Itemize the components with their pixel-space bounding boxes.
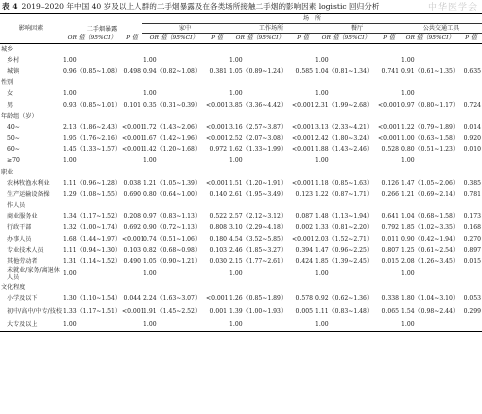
factor-label: 商业服务业 — [7, 213, 38, 221]
p-value — [292, 155, 314, 166]
table-row — [0, 256, 482, 267]
p-value: 0.972 — [209, 146, 227, 154]
or-value: 1.00 — [315, 57, 329, 64]
p-value — [460, 88, 482, 99]
factor-label: 40~ — [7, 123, 20, 131]
p-value: 0.173 — [463, 213, 482, 221]
p-value: <0.001 — [292, 179, 315, 187]
p-value: 0.002 — [295, 224, 313, 232]
p-value: 0.015 — [463, 258, 482, 266]
section-label: 职业 — [1, 168, 14, 176]
factor-label: ≥70 — [7, 157, 20, 165]
table-row — [0, 319, 482, 331]
table-row — [0, 211, 482, 222]
factor-label: 初中/高中/中专/技校 — [7, 307, 62, 315]
p-value: 0.011 — [381, 235, 399, 243]
or-value: 0.82（0.68~0.98） — [143, 246, 201, 254]
or-value: 1.21（1.05~1.39） — [143, 179, 201, 187]
or-value: 0.97（0.80~1.17） — [401, 101, 459, 109]
p-value: 0.490 — [123, 258, 141, 266]
p-value: 0.808 — [209, 224, 227, 232]
or-value: 1.29（1.08~1.55） — [63, 190, 121, 198]
table-caption: 2019–2020 年中国 40 岁及以上人群的二手烟暴露及在各类场所接触二手烟的影响因素 logistic 回归分析 — [21, 2, 380, 11]
p-header: P 值 — [460, 34, 482, 44]
group-header-restaurant: 餐厅 — [314, 24, 400, 34]
p-value: <0.001 — [378, 123, 401, 131]
p-value: 0.038 — [123, 179, 141, 187]
or-value: 1.00 — [315, 270, 329, 278]
or-value: 1.00 — [143, 270, 157, 278]
header-row-3 — [0, 34, 482, 44]
venue-group-header: 场 所 — [142, 14, 482, 24]
factor-label: 生产运输设备操 — [7, 190, 50, 198]
or-value: 1.85（1.39~2.45） — [315, 258, 373, 266]
p-value — [378, 55, 400, 66]
p-value: <0.001 — [122, 135, 145, 143]
p-value: 0.641 — [381, 213, 399, 221]
or-value: 0.80（0.64~1.00） — [143, 190, 201, 198]
or-value: 1.32（1.00~1.74） — [63, 224, 121, 232]
or-header: OR 值（95%CI） — [62, 34, 122, 44]
or-value: 1.39（1.00~1.93） — [229, 307, 287, 315]
p-value: 0.180 — [209, 235, 227, 243]
table-row — [0, 234, 482, 245]
or-value: 1.33（0.81~2.20） — [315, 224, 373, 232]
or-value: 1.33（1.17~1.51） — [63, 307, 121, 315]
or-value: 2.08（1.26~3.45） — [401, 258, 459, 266]
or-value: 3.13（2.33~4.21） — [315, 123, 373, 131]
p-value: 0.005 — [295, 307, 313, 315]
or-value: 0.94（0.82~1.08） — [143, 68, 201, 76]
p-value — [206, 319, 228, 331]
p-value: <0.001 — [122, 307, 145, 315]
p-value: 0.690 — [123, 190, 141, 198]
or-value: 4.54（3.52~5.85） — [229, 235, 287, 243]
or-value — [400, 200, 460, 211]
regression-table — [0, 13, 482, 332]
factor-label: 行政干部 — [7, 224, 32, 232]
or-value: 1.00 — [63, 57, 77, 64]
p-value: 0.087 — [295, 213, 313, 221]
p-value: 0.126 — [381, 179, 399, 187]
p-value — [122, 55, 142, 66]
p-value: 0.692 — [123, 224, 141, 232]
p-value: 0.010 — [463, 146, 482, 154]
p-value: 0.103 — [123, 246, 141, 254]
or-value: 1.00 — [229, 270, 243, 278]
factor-label: 乡村 — [7, 57, 20, 64]
or-header: OR 值（95%CI） — [228, 34, 292, 44]
factor-label: 小学及以下 — [7, 295, 38, 303]
or-value: 1.00 — [143, 90, 157, 98]
or-value: 1.00 — [63, 270, 77, 278]
section-row — [0, 282, 482, 293]
p-value: 0.498 — [123, 68, 141, 76]
section-label: 文化程度 — [1, 284, 26, 292]
or-value: 1.00 — [143, 57, 157, 64]
p-value: 0.578 — [295, 295, 313, 303]
or-value: 1.00 — [401, 90, 415, 98]
p-value: 0.208 — [123, 213, 141, 221]
table-row — [0, 267, 482, 282]
table-row — [0, 144, 482, 155]
table-row — [0, 200, 482, 211]
p-value: 0.394 — [295, 246, 313, 254]
or-value: 0.92（0.62~1.36） — [315, 295, 373, 303]
p-value: 0.338 — [381, 295, 399, 303]
or-value: 1.00 — [401, 270, 415, 278]
p-value: <0.001 — [122, 123, 145, 131]
or-value: 1.47（0.96~2.25） — [315, 246, 373, 254]
p-value — [206, 200, 228, 211]
or-value: 1.85（1.02~3.35） — [401, 224, 459, 232]
p-value — [378, 155, 400, 166]
or-header: OR 值（95%CI） — [400, 34, 460, 44]
p-value — [378, 319, 400, 331]
or-value: 1.00 — [63, 90, 77, 98]
p-value: 0.014 — [463, 123, 482, 131]
p-value: <0.001 — [122, 146, 145, 154]
or-value — [228, 200, 292, 211]
p-value: 0.741 — [381, 68, 399, 76]
or-value: 1.00 — [400, 319, 460, 331]
p-value: 0.065 — [381, 307, 399, 315]
or-value: 0.97（0.83~1.13） — [143, 213, 201, 221]
factor-label: 50~ — [7, 135, 20, 143]
table-row — [0, 189, 482, 200]
p-value — [378, 267, 400, 282]
p-value: 0.781 — [463, 190, 482, 198]
table-row — [0, 222, 482, 233]
or-value: 1.00 — [315, 157, 329, 165]
factor-header: 影响因素 — [0, 14, 62, 44]
p-value: <0.001 — [292, 146, 315, 154]
or-value: 0.93（0.85~1.01） — [63, 101, 121, 109]
p-value: <0.001 — [292, 235, 315, 243]
p-value: 0.053 — [463, 295, 482, 303]
p-value: 0.270 — [463, 235, 482, 243]
p-value: 0.103 — [209, 246, 227, 254]
p-header: P 值 — [206, 34, 228, 44]
or-value: 1.68（1.44~1.97） — [63, 235, 121, 243]
p-value — [460, 319, 482, 331]
p-value — [122, 88, 142, 99]
p-value: 0.385 — [463, 179, 482, 187]
or-value: 0.91（0.61~1.35） — [401, 68, 459, 76]
p-value — [206, 55, 228, 66]
p-value — [292, 88, 314, 99]
or-value: 1.91（1.45~2.52） — [143, 307, 201, 315]
factor-label: 未就业/家务/离退休人员 — [7, 266, 60, 281]
p-value: 0.424 — [295, 258, 313, 266]
factor-label: 城镇 — [7, 68, 20, 76]
or-value: 1.00 — [143, 157, 157, 165]
or-value: 1.00 — [401, 57, 415, 64]
p-value — [460, 155, 482, 166]
or-value: 1.95（1.76~2.16） — [63, 135, 121, 143]
or-value: 1.22（0.79~1.89） — [401, 123, 459, 131]
or-value: 1.18（0.85~1.63） — [315, 179, 373, 187]
p-value: 0.168 — [463, 224, 482, 232]
section-row — [0, 111, 482, 122]
p-value: 0.001 — [209, 307, 227, 315]
publisher-watermark: 中华医学会 — [427, 3, 478, 13]
or-value: 1.80（1.04~3.10） — [401, 295, 459, 303]
table-row — [0, 133, 482, 144]
factor-label: 作人员 — [7, 202, 26, 210]
or-value: 2.57（2.12~3.12） — [229, 213, 287, 221]
or-value: 0.35（0.31~0.39） — [143, 101, 201, 109]
or-value: 1.11（0.96~1.28） — [63, 179, 121, 187]
section-row — [0, 167, 482, 178]
table-row — [0, 178, 482, 189]
p-value: 0.897 — [463, 246, 482, 254]
or-value: 1.11（0.94~1.30） — [63, 246, 121, 254]
or-value: 1.00 — [229, 57, 243, 64]
group-header-home: 家中 — [142, 24, 228, 34]
or-value — [142, 200, 206, 211]
or-value — [314, 200, 378, 211]
p-value: 0.299 — [463, 307, 482, 315]
p-value: <0.001 — [206, 179, 229, 187]
or-value: 1.00 — [315, 90, 329, 98]
or-value: 2.61（1.95~3.49） — [229, 190, 287, 198]
factor-label: 其他劳动者 — [7, 258, 38, 266]
p-value — [460, 200, 482, 211]
table-row — [0, 66, 482, 77]
or-value: 1.05（0.90~1.21） — [143, 258, 201, 266]
or-value: 1.45（1.33~1.57） — [63, 146, 121, 154]
group-header-transport: 公共交通工具 — [400, 24, 482, 34]
table-body — [0, 44, 482, 332]
or-value: 2.24（1.63~3.07） — [143, 295, 201, 303]
p-value: <0.001 — [206, 295, 229, 303]
p-header: P 值 — [378, 34, 400, 44]
or-value: 1.30（1.10~1.54） — [63, 295, 121, 303]
p-value — [122, 200, 142, 211]
or-value: 1.00 — [62, 319, 122, 331]
factor-label: 办事人员 — [7, 235, 32, 243]
p-value: 0.123 — [295, 190, 313, 198]
table-row — [0, 88, 482, 99]
or-value: 3.10（2.29~4.18） — [229, 224, 287, 232]
p-value — [292, 200, 314, 211]
or-value: 1.04（0.81~1.34） — [315, 68, 373, 76]
or-value: 0.90（0.42~1.94） — [401, 235, 459, 243]
p-value: 0.044 — [123, 295, 141, 303]
or-value: 1.22（0.87~1.71） — [315, 190, 373, 198]
factor-label: 专业技术人员 — [7, 246, 44, 254]
p-value: 0.030 — [209, 258, 227, 266]
p-value: 0.920 — [463, 135, 482, 143]
table-title — [2, 1, 442, 13]
or-header: OR 值（95%CI） — [142, 34, 206, 44]
factor-label: 农林牧渔水利业 — [7, 179, 50, 187]
or-value: 2.46（1.85~3.27） — [229, 246, 287, 254]
p-value: 0.015 — [381, 258, 399, 266]
or-value: 1.48（1.13~1.94） — [315, 213, 373, 221]
or-value: 2.31（1.99~2.68） — [315, 101, 373, 109]
or-value: 2.52（2.07~3.08） — [229, 135, 287, 143]
or-header: OR 值（95%CI） — [314, 34, 378, 44]
p-value — [122, 267, 142, 282]
p-value — [122, 155, 142, 166]
table-row — [0, 122, 482, 133]
group-header-workplace: 工作场所 — [228, 24, 314, 34]
or-value — [62, 200, 122, 211]
or-value: 1.67（1.42~1.96） — [143, 135, 201, 143]
section-label: 性别 — [1, 79, 14, 87]
section-row — [0, 77, 482, 88]
or-value: 1.00 — [229, 90, 243, 98]
header-row-1 — [0, 14, 482, 24]
or-value: 1.42（1.20~1.68） — [143, 146, 201, 154]
p-value: <0.001 — [292, 101, 315, 109]
or-value: 1.31（1.14~1.52） — [63, 258, 121, 266]
or-value: 2.42（1.80~3.24） — [315, 135, 373, 143]
or-value: 1.34（1.17~1.52） — [63, 213, 121, 221]
or-value: 1.62（1.33~1.99） — [229, 146, 287, 154]
or-value: 0.90（0.72~1.13） — [143, 224, 201, 232]
or-value: 0.74（0.51~1.06） — [143, 235, 201, 243]
or-value: 1.00 — [229, 157, 243, 165]
p-value: 0.807 — [381, 246, 399, 254]
table-row — [0, 55, 482, 66]
p-value: 0.522 — [209, 213, 227, 221]
p-value — [292, 267, 314, 282]
table-row — [0, 304, 482, 319]
p-value: <0.001 — [292, 123, 315, 131]
section-label: 城乡 — [1, 46, 14, 53]
or-value: 2.13（1.86~2.43） — [63, 123, 121, 131]
p-value: 0.140 — [209, 190, 227, 198]
p-value: <0.001 — [292, 135, 315, 143]
factor-label: 女 — [7, 90, 14, 98]
p-value: 0.101 — [123, 101, 141, 109]
p-value: 0.635 — [463, 68, 482, 76]
or-value: 1.00 — [314, 319, 378, 331]
section-row — [0, 44, 482, 56]
or-value: 2.15（1.77~2.61） — [229, 258, 287, 266]
or-value: 1.00 — [142, 319, 206, 331]
p-value: 0.585 — [295, 68, 313, 76]
or-value: 1.05（0.89~1.24） — [229, 68, 287, 76]
or-value: 1.00（0.63~1.58） — [401, 135, 459, 143]
p-value — [122, 319, 142, 331]
p-value — [460, 267, 482, 282]
p-value — [460, 55, 482, 66]
p-value — [292, 55, 314, 66]
or-value: 1.72（1.43~2.06） — [143, 123, 201, 131]
group-header-exposure: 二手烟暴露 — [62, 14, 142, 34]
factor-label: 60~ — [7, 146, 20, 154]
or-value: 2.03（1.52~2.71） — [315, 235, 373, 243]
table-row — [0, 245, 482, 256]
p-value: 0.792 — [381, 224, 399, 232]
or-value: 1.21（0.69~2.14） — [401, 190, 459, 198]
p-value — [206, 267, 228, 282]
p-value — [378, 200, 400, 211]
p-value: <0.001 — [122, 235, 145, 243]
or-value: 1.54（0.98~2.44） — [401, 307, 459, 315]
or-value: 1.26（0.85~1.89） — [229, 295, 287, 303]
or-value: 0.96（0.85~1.08） — [63, 68, 121, 76]
p-value — [378, 88, 400, 99]
table-row — [0, 155, 482, 166]
or-value: 3.85（3.36~4.42） — [229, 101, 287, 109]
or-value: 1.11（0.83~1.48） — [315, 307, 373, 315]
or-value: 1.25（0.61~2.54） — [401, 246, 459, 254]
p-value: <0.001 — [206, 135, 229, 143]
or-value: 1.51（1.20~1.91） — [229, 179, 287, 187]
section-label: 年龄组（岁） — [1, 112, 38, 120]
table-row — [0, 100, 482, 111]
factor-label: 男 — [7, 101, 14, 109]
or-value: 1.47（1.05~2.06） — [401, 179, 459, 187]
p-value — [206, 88, 228, 99]
or-value: 1.00 — [401, 157, 415, 165]
or-value: 1.88（1.43~2.46） — [315, 146, 373, 154]
or-value: 1.00 — [228, 319, 292, 331]
p-value: <0.001 — [378, 101, 401, 109]
p-value: 0.724 — [463, 101, 482, 109]
table-row — [0, 293, 482, 304]
or-value: 1.00 — [63, 157, 77, 165]
factor-label: 大专及以上 — [0, 319, 62, 331]
p-header: P 值 — [292, 34, 314, 44]
or-value: 0.80（0.51~1.23） — [401, 146, 459, 154]
p-value: 0.381 — [209, 68, 227, 76]
table-number: 表 4 — [2, 2, 18, 11]
or-value: 1.04（0.68~1.58） — [401, 213, 459, 221]
p-value: <0.001 — [206, 101, 229, 109]
p-value: 0.528 — [381, 146, 399, 154]
p-value: <0.001 — [206, 123, 229, 131]
table-header — [0, 14, 482, 44]
p-value — [206, 155, 228, 166]
p-value — [292, 319, 314, 331]
p-value: <0.001 — [378, 135, 401, 143]
p-value: 0.266 — [381, 190, 399, 198]
or-value: 3.16（2.57~3.87） — [229, 123, 287, 131]
p-header: P 值 — [122, 34, 142, 44]
